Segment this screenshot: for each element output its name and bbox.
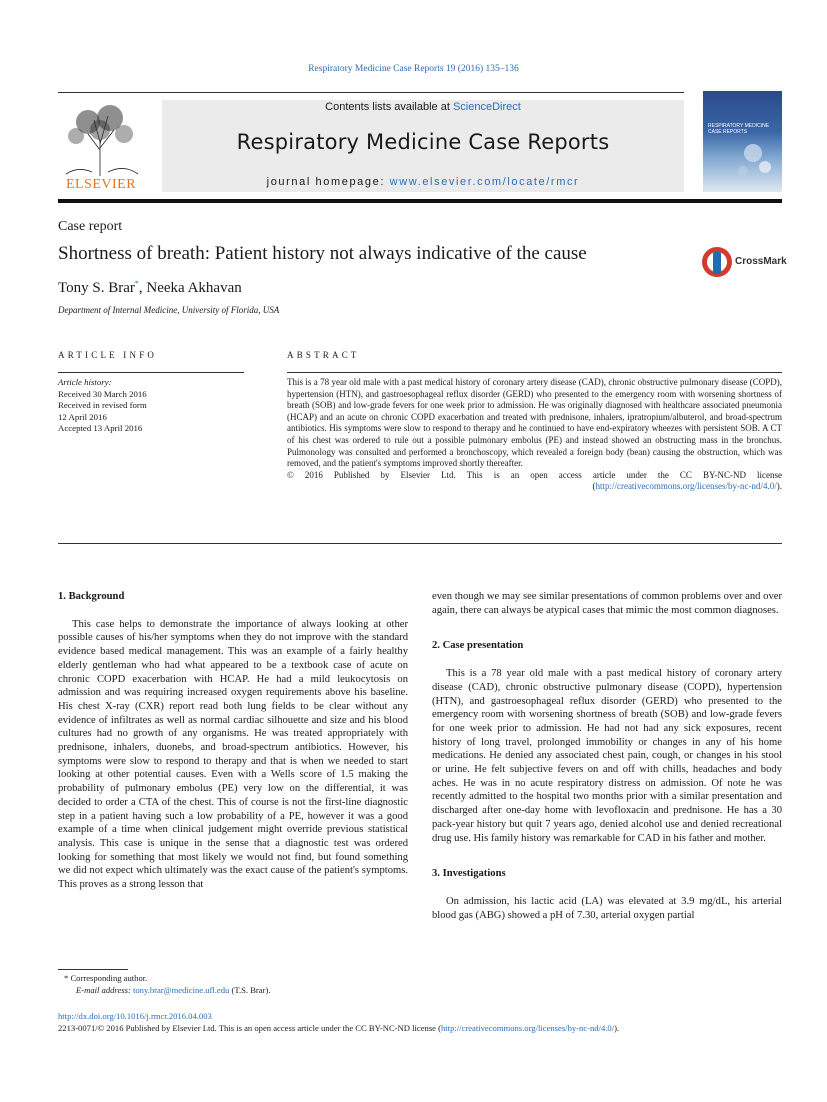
masthead-divider [58,199,782,203]
license-link[interactable]: http://creativecommons.org/licenses/by-nc-nd/4.0/ [595,481,777,492]
contents-line [162,100,684,113]
contents-prefix: Contents lists available at [325,101,453,113]
abstract-bottom-rule [58,543,782,544]
case-paragraph: This is a 78 year old male with a past medical history of coronary artery disease (CAD), chronic obstructive pulmonary disease (COPD), hypertension (HTN), and gastroesophageal reflux disorder (GERD) who presented to the emergency room with worsening shortness of breath (SOB) and low-grade fevers for one week prior to admission. He had not had any sick exposures, recent history of long travel, prolonged immobility or changes in any of his home medications. He denied any associated chest pain, cough, or changes in his stool or urine. He felt subjective fevers on and off with chills, headaches and body aches. He was in no acute respiratory distress on admission. Of note he was recently admitted to the hospital two months prior with a similar presentation and discharged after one-day home with levofloxacin and prednisone. He has a 30 pack-year history but quit 7 years ago, denied alcohol use and denied recreational drug use. His family history was remarkable for CAD in his father and mother. [432,668,782,844]
footnote-label: Corresponding author. [70,973,148,983]
abstract-text: This is a 78 year old male with a past medical history of coronary artery disease (CAD), chronic obstructive pulmonary disease (COPD), hypertension (HTN), and gastroesophageal reflux disorder (GERD) who presented to the emergency room with worsening shortness of breath (SOB) and low-grade fevers for one week prior to admission. He was originally diagnosed with healthcare associated pneumonia (HCAP) and an acute on chronic COPD exacerbation and treated with prednisone, inhalers, ipratropium/albuterol, and broad-spectrum antibiotics. His symptoms were slow to respond to therapy and he continued to have end-expiratory wheezes with persistent SOB. A CT of his chest was ordered to rule out a possible pulmonary embolus (PE) and instead showed an obstructing mass in the bronchus. Pulmonology was consulted and performed a bronchoscopy, which revealed a foreign body (bean) causing the obstruction, which was removed, and the patient's symptoms improved shortly thereafter. [287,377,782,469]
journal-cover[interactable] [703,91,782,192]
homepage-prefix: journal homepage: [266,176,390,188]
revised-date: 12 April 2016 [58,411,107,422]
abstract-rule [287,372,782,373]
footnote-rule [58,969,128,970]
author-rest: , Neeka Akhavan [138,280,242,296]
abstract-body [287,377,782,493]
footnote-email [64,984,394,996]
cover-art-icon [703,91,782,192]
author-first: Tony S. Brar [58,280,135,296]
journal-citation[interactable]: Respiratory Medicine Case Reports 19 (2016) 135–136 [308,64,519,74]
email-label: E-mail address: [76,985,133,995]
journal-title: Respiratory Medicine Case Reports [236,130,610,154]
left-column [58,590,408,892]
investigations-paragraph: On admission, his lactic acid (LA) was elevated at 3.9 mg/dL, his arterial blood gas (ABG) showed a pH of 7.30, arterial oxygen partial [432,895,782,921]
background-paragraph: This case helps to demonstrate the importance of always looking at other possible causes of his/her symptoms when they do not improve with the standard evidence based medical management. This was an example of a fairly healthy elderly gentleman who had what appeared to be a textbook case of acute on chronic COPD exacerbation with HCAP. He had a mild leukocytosis on admission and was requiring increased oxygen requirements above his baseline. His chest X-ray (CXR) report read both lung fields to be clear without any evidence of infiltrates as well as normal cardiac silhouette and size and his blood cultures had no growth of any organisms. He was treated appropriately with prednisone, inhalers, duonebs, and broad-spectrum antibiotics. However, his symptoms were slow to respond to therapy and that is when we needed to start looking at other potential causes. Even with a Wells score of 1.5 making the probability of pulmonary embolus (PE) very low on the differential, it was decided to order a CTA of the chest. This of course is not the first-line diagnostic step in a patient having such a low probability of a PE, however it was a good example of a time when clinical judgement might override previous statistical analysis. This case is unique in the sense that a diagnostic test was ordered looking for something that most likely we would not find, but found something we did not expect which ultimately was the exact cause of the patient's symptoms. This proves as a strong lesson that [58,618,408,891]
author-list [58,279,242,297]
sciencedirect-link[interactable]: ScienceDirect [452,101,521,113]
case-heading: 2. Case presentation [432,640,524,652]
issn-end: ). [614,1023,620,1033]
footnote-corresponding [64,972,394,984]
abstract-license [287,470,782,493]
investigations-heading: 3. Investigations [432,868,506,880]
issn-license-link[interactable]: http://creativecommons.org/licenses/by-nc-nd/4.0/ [441,1023,615,1033]
elsevier-logo [58,100,144,192]
history-label: Article history: [58,377,112,387]
crossmark-label: CrossMark [735,256,787,267]
received-date: Received 30 March 2016 [58,388,147,399]
header-rule [58,92,684,93]
footnote-mark: * [64,973,69,983]
accepted-date: Accepted 13 April 2016 [58,423,143,434]
journal-masthead [162,100,684,192]
homepage-line [162,176,684,188]
revised-label: Received in revised form [58,400,147,411]
article-type: Case report [58,219,123,234]
bottom-matter [58,1010,782,1034]
background-heading: 1. Background [58,591,125,602]
cover-title: RESPIRATORY MEDICINE CASE REPORTS [708,123,770,135]
affiliation: Department of Internal Medicine, University of Florida, USA [58,305,280,315]
footnote [64,972,394,996]
crossmark-badge[interactable] [701,246,787,278]
crossmark-icon [701,246,733,278]
abstract-heading: ABSTRACT [287,350,360,360]
tree-logo-icon [58,100,144,178]
email-link[interactable]: tony.brar@medicine.ufl.edu [132,985,230,995]
issn-line [58,1022,782,1034]
corresponding-mark[interactable]: * [134,279,139,288]
article-info-heading: ARTICLE INFO [58,350,158,360]
publisher-name: ELSEVIER [65,177,137,192]
right-column [432,590,782,922]
license-text: © 2016 Published by Elsevier Ltd. This is an open access article under the CC BY-NC-ND license ( [287,469,782,492]
doi-link[interactable]: http://dx.doi.org/10.1016/j.rmcr.2016.04.003 [58,1011,212,1021]
issn-text: 2213-0071/© 2016 Published by Elsevier Ltd. This is an open access article under the CC BY-NC-ND license ( [58,1023,441,1033]
article-history [58,377,244,435]
background-continued: even though we may see similar presentations of common problems over and over again, there can always be atypical cases that mimic the most common diagnoses. [432,591,782,616]
article-title: Shortness of breath: Patient history not always indicative of the cause [58,243,587,264]
email-suffix: (T.S. Brar). [229,985,271,995]
license-end: ). [776,481,782,492]
article-info-rule [58,372,244,373]
homepage-link[interactable]: www.elsevier.com/locate/rmcr [389,176,580,188]
